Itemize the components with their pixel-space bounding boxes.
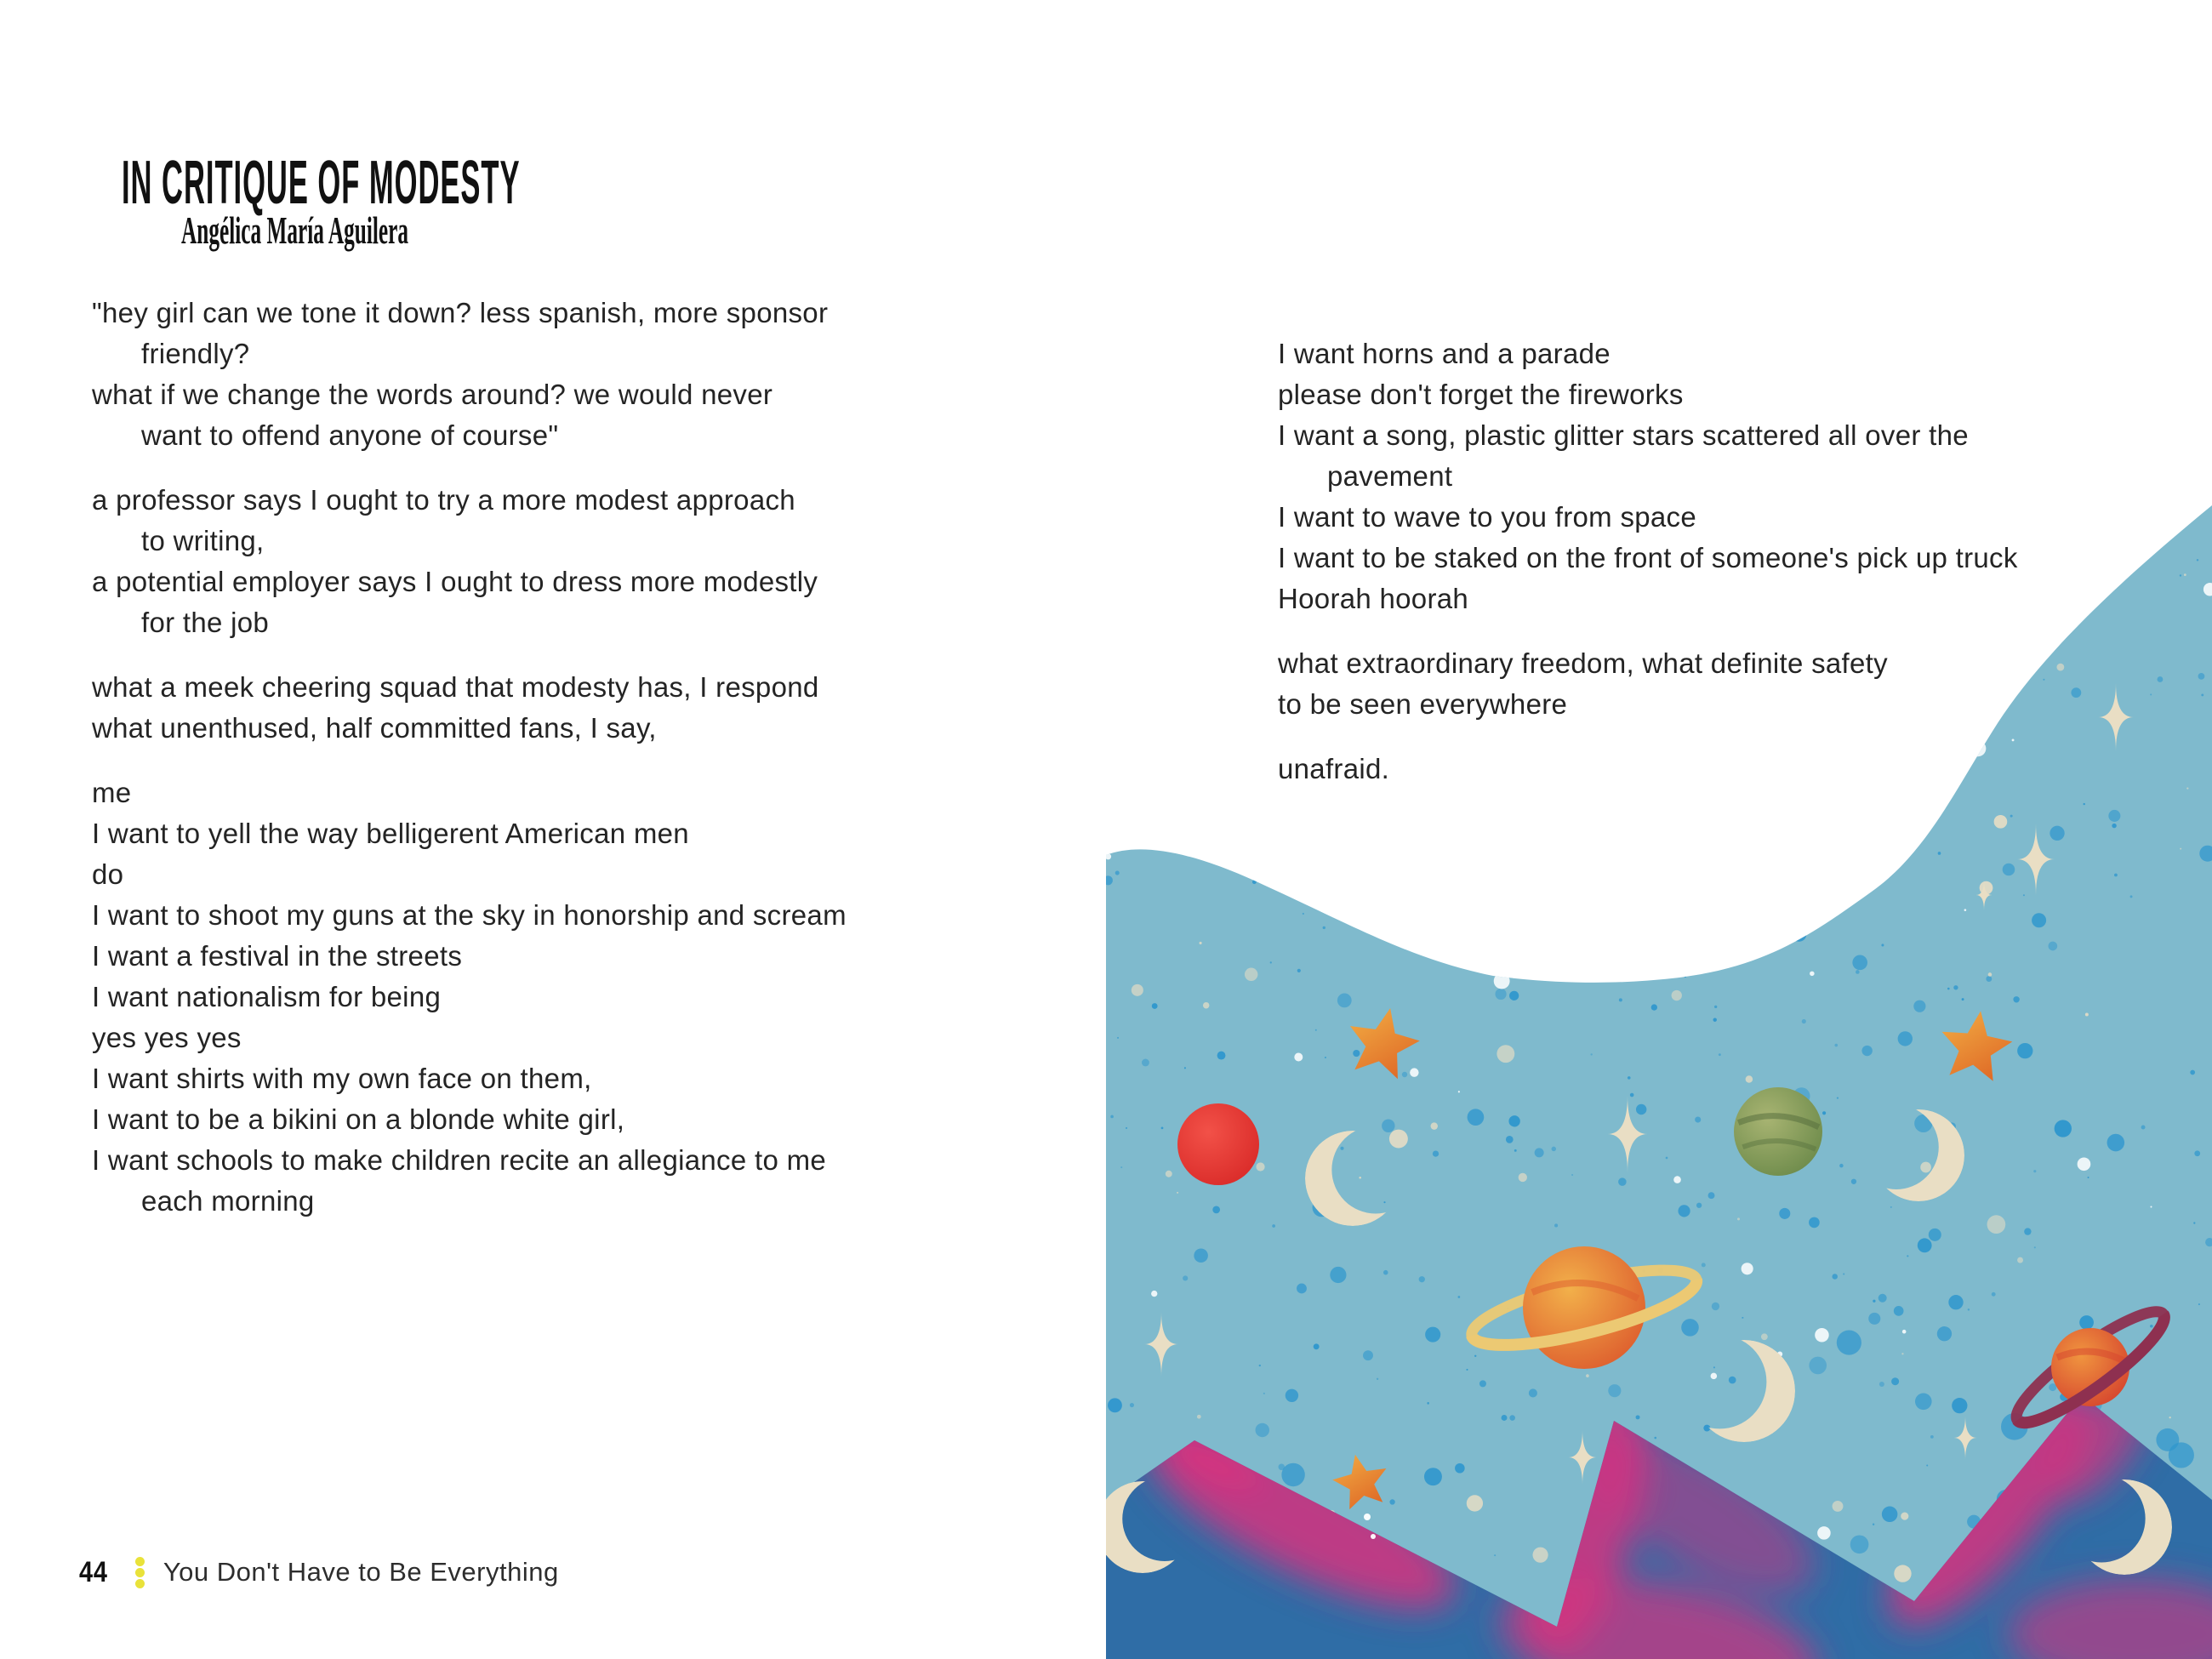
poem-line: what a meek cheering squad that modesty has, I respond — [92, 671, 819, 703]
poem-line: I want schools to make children recite an allegiance to me — [92, 1144, 827, 1176]
poem-line: I want horns and a parade — [1278, 338, 1611, 369]
poem-line: a potential employer says I ought to dress more modestly — [92, 566, 818, 597]
page-title: IN CRITIQUE OF MODESTY — [122, 149, 521, 217]
poem-stanza — [1278, 749, 2018, 790]
poem-line: what extraordinary freedom, what definite safety — [1278, 647, 1888, 679]
poem-stanza — [92, 667, 847, 749]
poem-line: I want to shoot my guns at the sky in honorship and scream — [92, 899, 847, 931]
poem-line: what if we change the words around? we would never — [92, 379, 773, 410]
poem-line: what unenthused, half committed fans, I say, — [92, 712, 657, 744]
poem-right-column — [1278, 334, 2018, 813]
poem-author: Angélica María Aguilera — [181, 208, 409, 252]
page-footer — [79, 1554, 559, 1591]
poem-line: I want to yell the way belligerent American men — [92, 818, 689, 849]
crescent-moon-icon — [2077, 1479, 2172, 1575]
poem-stanza — [92, 480, 847, 643]
poem-line: I want to be staked on the front of someone's pick up truck — [1278, 542, 2018, 573]
poem-line: I want a festival in the streets — [92, 940, 463, 972]
crescent-moon-icon — [1693, 1340, 1795, 1442]
poem-line: me — [92, 777, 132, 808]
dots-divider-icon — [135, 1556, 145, 1589]
poem-line: Hoorah hoorah — [1278, 583, 1469, 614]
page-number: 44 — [79, 1555, 108, 1588]
poem-line: unafraid. — [1278, 753, 1390, 784]
crescent-moon-icon — [1873, 1109, 1964, 1201]
poem-left-column — [92, 293, 847, 1246]
poem-stanza — [92, 293, 847, 456]
poem-line: yes yes yes — [92, 1022, 242, 1053]
poem-line: a professor says I ought to try a more modest approach — [92, 484, 795, 516]
white-dot-icon — [1364, 1514, 1371, 1520]
poem-line: to be seen everywhere — [1278, 688, 1568, 720]
poem-line: I want nationalism for being — [92, 981, 442, 1012]
poem-line: each morning — [141, 1185, 315, 1217]
poem-stanza — [92, 772, 847, 1222]
book-title: You Don't Have to Be Everything — [162, 1557, 559, 1587]
poem-stanza — [1278, 334, 2018, 619]
poem-line: "hey girl can we tone it down? less spanish, more sponsor — [92, 297, 829, 328]
poem-line: I want shirts with my own face on them, — [92, 1063, 592, 1094]
poem-line: want to offend anyone of course" — [141, 419, 559, 451]
poem-line: to writing, — [141, 525, 265, 556]
white-dot-icon — [1371, 1534, 1376, 1539]
crescent-moon-icon — [1305, 1131, 1400, 1226]
poem-line: I want a song, plastic glitter stars scattered all over the — [1278, 419, 1969, 451]
red-planet-icon — [1177, 1103, 1259, 1185]
poem-line: for the job — [141, 607, 270, 638]
poem-line: please don't forget the fireworks — [1278, 379, 1684, 410]
poem-line: do — [92, 858, 124, 890]
poem-line: I want to wave to you from space — [1278, 501, 1696, 533]
poem-stanza — [1278, 643, 2018, 725]
poem-line: pavement — [1327, 460, 1453, 492]
poem-line: friendly? — [141, 338, 250, 369]
poem-line: I want to be a bikini on a blonde white girl, — [92, 1103, 625, 1135]
green-planet-icon — [1734, 1087, 1822, 1176]
